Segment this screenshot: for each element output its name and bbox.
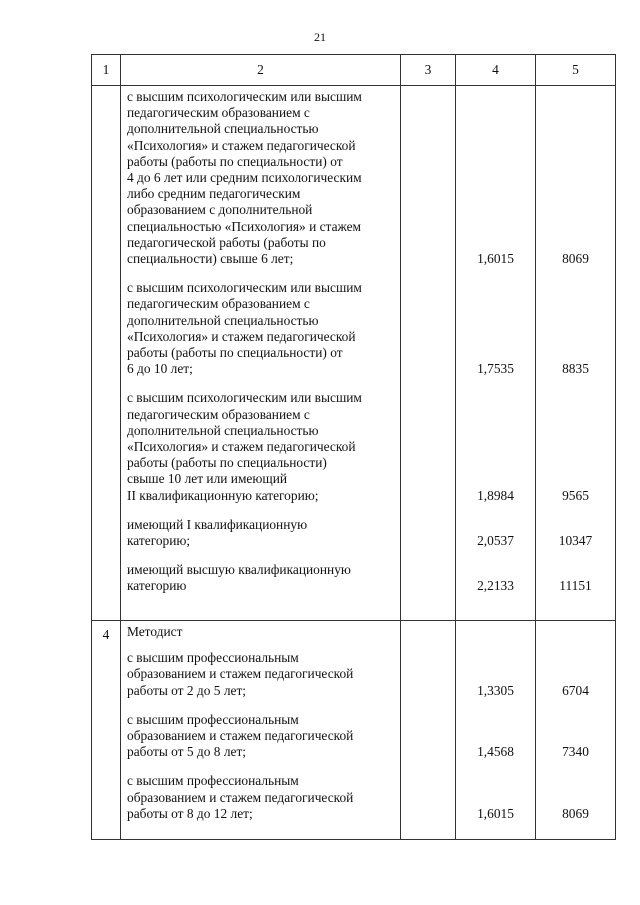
- requirement-line: работы (работы по специальности) от: [127, 153, 343, 169]
- column-header: 4: [456, 55, 536, 86]
- requirement-entry: [127, 562, 396, 594]
- page-number: 21: [314, 30, 326, 44]
- column-header: 5: [536, 55, 616, 86]
- coefficient-value: 1,6015: [477, 251, 514, 266]
- requirement-line: педагогическим образованием с: [127, 105, 310, 121]
- salary-value: 7340: [562, 744, 589, 760]
- requirement-line: с высшим психологическим или высшим: [127, 280, 362, 296]
- requirement-entry: [127, 517, 396, 549]
- requirement-line: с высшим профессиональным: [127, 773, 299, 789]
- requirement-line: образованием с дополнительной: [127, 202, 313, 218]
- coefficient-column: [456, 86, 536, 621]
- coefficient-value: 1,4568: [477, 744, 514, 760]
- requirement-line: «Психология» и стажем педагогической: [127, 439, 356, 455]
- salary-value: 11151: [559, 578, 592, 594]
- position-description: [121, 621, 401, 840]
- coefficient-value: 2,2133: [477, 578, 514, 594]
- requirement-line: образованием и стажем педагогической: [127, 728, 354, 744]
- requirement-line: категорию: [127, 578, 187, 594]
- coefficient-value: 2,0537: [477, 533, 514, 548]
- table-row: [92, 86, 616, 621]
- requirement-line: специальности) свыше 6 лет;: [127, 251, 294, 267]
- salary-value: 8069: [562, 251, 589, 266]
- requirement-line: работы (работы по специальности) от: [127, 345, 343, 361]
- requirement-entry: [127, 89, 396, 267]
- coefficient-column: [456, 621, 536, 840]
- requirement-line: работы от 2 до 5 лет;: [127, 682, 247, 698]
- requirement-line: специальностью «Психология» и стажем: [127, 218, 362, 234]
- requirement-entry: [127, 280, 396, 377]
- requirement-entry: [127, 773, 396, 822]
- requirement-line: свыше 10 лет или имеющий: [127, 471, 288, 487]
- requirement-line: с высшим профессиональным: [127, 711, 299, 727]
- requirement-line: с высшим психологическим или высшим: [127, 89, 362, 104]
- salary-value: 6704: [562, 682, 589, 698]
- row-number: [92, 86, 121, 621]
- requirement-line: с высшим профессиональным: [127, 650, 299, 666]
- requirement-line: работы от 8 до 12 лет;: [127, 805, 253, 821]
- column-header: 3: [401, 55, 456, 86]
- requirement-line: дополнительной специальностью: [127, 422, 319, 438]
- position-title: Методист: [127, 624, 183, 639]
- requirement-line: работы (работы по специальности): [127, 455, 327, 471]
- table-header-row: [92, 55, 616, 86]
- requirement-line: категорию;: [127, 533, 191, 549]
- salary-column: [536, 621, 616, 840]
- requirement-line: дополнительной специальностью: [127, 312, 319, 328]
- empty-cell: [401, 621, 456, 840]
- requirement-line: работы от 5 до 8 лет;: [127, 744, 247, 760]
- requirement-line: имеющий высшую квалификационную: [127, 562, 351, 578]
- coefficient-value: 1,3305: [477, 682, 514, 698]
- salary-value: 8069: [562, 805, 589, 821]
- empty-cell: [401, 86, 456, 621]
- requirement-line: с высшим психологическим или высшим: [127, 390, 362, 406]
- requirement-line: имеющий I квалификационную: [127, 516, 308, 532]
- coefficient-value: 1,8984: [477, 487, 514, 503]
- requirement-line: II квалификационную категорию;: [127, 487, 319, 503]
- salary-table: [91, 54, 616, 840]
- position-description: [121, 86, 401, 621]
- requirement-line: 4 до 6 лет или средним психологическим: [127, 170, 362, 186]
- requirement-entry: [127, 390, 396, 503]
- salary-column: [536, 86, 616, 621]
- requirement-line: 6 до 10 лет;: [127, 361, 193, 377]
- salary-value: 9565: [562, 487, 589, 503]
- coefficient-value: 1,7535: [477, 361, 514, 377]
- column-header: 1: [92, 55, 121, 86]
- requirement-line: педагогической работы (работы по: [127, 234, 326, 250]
- coefficient-value: 1,6015: [477, 805, 514, 821]
- requirement-entry: [127, 712, 396, 761]
- column-header: 2: [121, 55, 401, 86]
- row-number: 4: [92, 621, 121, 840]
- requirement-entry: [127, 650, 396, 699]
- requirement-line: «Психология» и стажем педагогической: [127, 137, 356, 153]
- requirement-line: «Психология» и стажем педагогической: [127, 328, 356, 344]
- requirement-line: педагогическим образованием с: [127, 406, 310, 422]
- salary-value: 10347: [558, 533, 593, 548]
- table-row: [92, 621, 616, 840]
- requirement-line: либо средним педагогическим: [127, 186, 301, 202]
- salary-value: 8835: [562, 361, 589, 377]
- requirement-line: образованием и стажем педагогической: [127, 666, 354, 682]
- requirement-line: педагогическим образованием с: [127, 296, 310, 312]
- requirement-line: дополнительной специальностью: [127, 121, 319, 137]
- requirement-line: образованием и стажем педагогической: [127, 789, 354, 805]
